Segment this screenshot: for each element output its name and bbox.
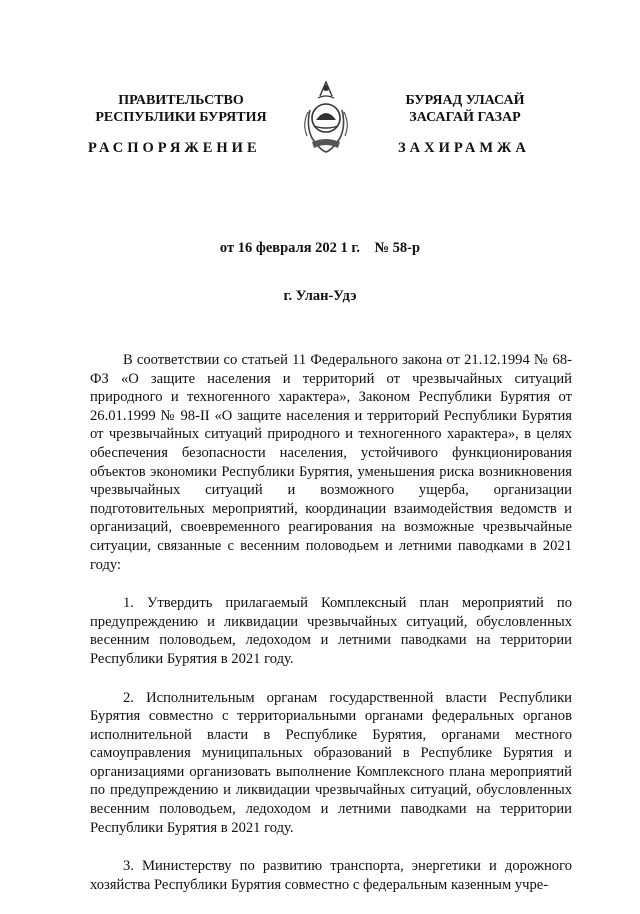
left-org-line2: РЕСПУБЛИКИ БУРЯТИЯ <box>95 110 267 125</box>
document-body <box>90 351 572 914</box>
date-and-number: от 16 февраля 202 1 г. № 58-р <box>219 240 421 256</box>
right-org-line1: БУРЯАД УЛАСАЙ <box>405 93 525 108</box>
preamble-paragraph: В соответствии со статьей 11 Федерального закона от 21.12.1994 № 68-ФЗ «О защите населения и территорий от чрезвычайных ситуаций природного и техногенного характера», Законом Республики Бурятия от 26.01.1999 № 98-II «О защите населения и территорий Республики Бурятия от чрезвычайных ситуаций природного и техногенного характера», в целях обеспечения безопасности населения, устойчивого функционирования объектов экономики Республики Бурятия, уменьшения риска возникновения чрезвычайных ситуаций и возможного ущерба, организации подготовительных мероприятий, координации взаимодействия ведомств и организаций, своевременного реагирования на возможные чрезвычайные ситуации, связанные с весенним половодьем и летними паводками в 2021 году: <box>90 352 572 573</box>
right-org-line2: ЗАСАГАЙ ГАЗАР <box>409 110 521 125</box>
right-document-type: ЗАХИРАМЖА <box>398 140 530 156</box>
paragraph-item-1: 1. Утвердить прилагаемый Комплексный план мероприятий по предупреждению и ликвидации чрезвычайных ситуаций, обусловленных весенним половодьем, ледоходом и летними паводками на территории Республики Бурятия в 2021 году. <box>90 595 572 667</box>
paragraph-item-3: 3. Министерству по развитию транспорта, энергетики и дорожного хозяйства Республики Бурятия совместно с федеральным казенным учре- <box>90 858 572 893</box>
left-organization-header <box>86 92 276 126</box>
city-name: г. Улан-Удэ <box>283 288 357 304</box>
left-org-line1: ПРАВИТЕЛЬСТВО <box>118 93 244 108</box>
right-organization-header <box>380 92 550 126</box>
coat-of-arms-icon <box>298 76 354 156</box>
paragraph-item-2: 2. Исполнительным органам государственной власти Республики Бурятия совместно с территориальными органами федеральных органов исполнительной власти в Республике Бурятия, органами местного самоуправления муниципальных образований в Республике Бурятия и организациями организовать выполнение Комплексного плана мероприятий по предупреждению и ликвидации чрезвычайных ситуаций, обусловленных весенним половодьем, ледоходом и летними паводками на территории Республики Бурятия в 2021 году. <box>90 689 572 836</box>
left-document-type: РАСПОРЯЖЕНИЕ <box>88 140 261 156</box>
